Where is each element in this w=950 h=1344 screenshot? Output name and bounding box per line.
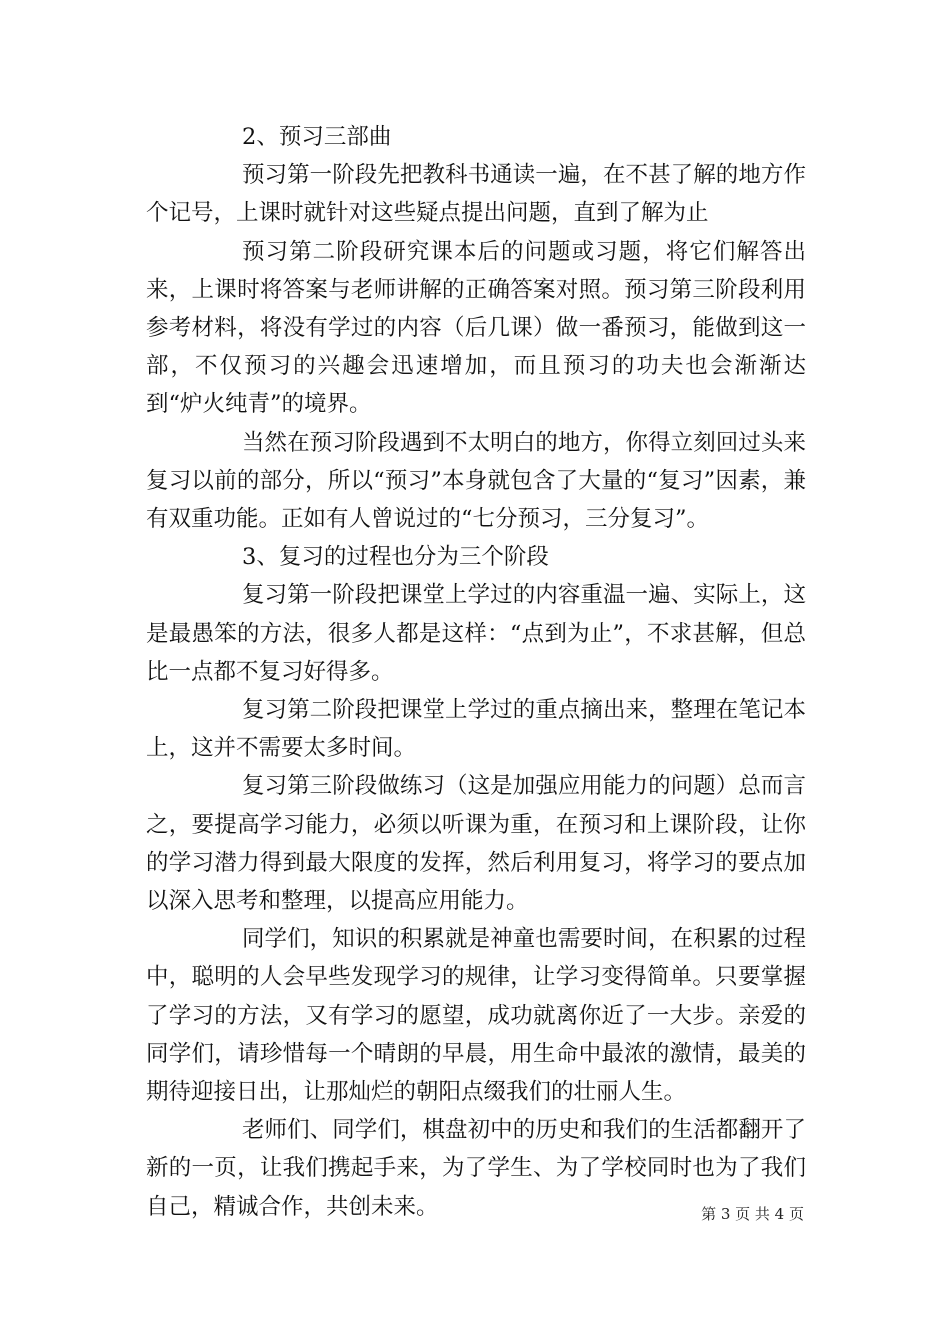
section-heading-review: 3、复习的过程也分为三个阶段 bbox=[242, 544, 549, 571]
paragraph: 复习第二阶段把课堂上学过的重点摘出来，整理在笔记本上，这并不需要太多时间。 bbox=[146, 697, 806, 762]
paragraph: 同学们，知识的积累就是神童也需要时间，在积累的过程中，聪明的人会早些发现学习的规律，让学习变得简单。只要掌握了学习的方法，又有学习的愿望，成功就离你近了一大步。亲爱的同学们，请珍惜每一个晴朗的早晨，用生命中最浓的激情，最美的期待迎接日出，让那灿烂的朝阳点缀我们的壮丽人生。 bbox=[146, 926, 806, 1106]
paragraph: 预习第二阶段研究课本后的问题或习题，将它们解答出来，上课时将答案与老师讲解的正确答案对照。预习第三阶段利用参考材料，将没有学过的内容（后几课）做一番预习，能做到这一部，不仅预习的兴趣会迅速增加，而且预习的功夫也会渐渐达到“炉火纯青”的境界。 bbox=[146, 238, 806, 418]
paragraph: 当然在预习阶段遇到不太明白的地方，你得立刻回过头来复习以前的部分，所以“预习”本身就包含了大量的“复习”因素，兼有双重功能。正如有人曾说过的“七分预习，三分复习”。 bbox=[146, 429, 806, 533]
paragraph: 预习第一阶段先把教科书通读一遍，在不甚了解的地方作个记号，上课时就针对这些疑点提出问题，直到了解为止 bbox=[146, 162, 806, 227]
paragraph: 复习第三阶段做练习（这是加强应用能力的问题）总而言之，要提高学习能力，必须以听课为重，在预习和上课阶段，让你的学习潜力得到最大限度的发挥，然后利用复习，将学习的要点加以深入思考和整理，以提高应用能力。 bbox=[146, 773, 806, 915]
document-body bbox=[146, 118, 806, 1226]
page-number-footer: 第 3 页 共 4 页 bbox=[701, 1205, 804, 1223]
section-heading-preview: 2、预习三部曲 bbox=[242, 124, 392, 150]
paragraph: 复习第一阶段把课堂上学过的内容重温一遍、实际上，这是最愚笨的方法，很多人都是这样：“点到为止”，不求甚解，但总比一点都不复习好得多。 bbox=[146, 582, 806, 685]
paragraph: 老师们、同学们，棋盘初中的历史和我们的生活都翻开了新的一页，让我们携起手来，为了学生、为了学校同时也为了我们自己，精诚合作，共创未来。 bbox=[146, 1117, 806, 1220]
